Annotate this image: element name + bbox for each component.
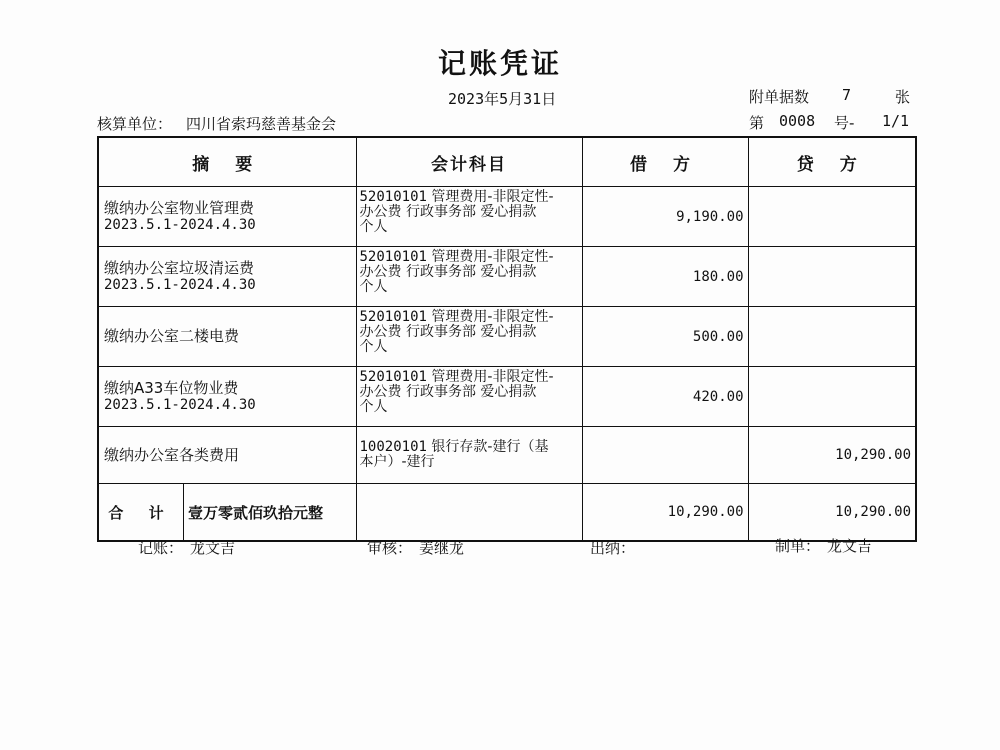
voucher-no-prefix: 第 — [749, 114, 765, 132]
voucher-date: 2023年5月31日 — [448, 90, 557, 108]
total-cell — [98, 484, 356, 542]
reviewer-label: 审核： — [367, 539, 413, 557]
entry-credit — [748, 367, 916, 427]
bookkeeper-name: 龙文吉 — [190, 539, 236, 557]
col-account-header: 会计科目 — [356, 137, 582, 187]
total-spacer — [356, 484, 582, 542]
entry-summary: 缴纳办公室物业管理费 2023.5.1-2024.4.30 — [98, 187, 356, 247]
total-amount-words: 壹万零贰佰玖拾元整 — [188, 503, 324, 522]
entry-summary: 缴纳办公室二楼电费 — [98, 307, 356, 367]
entry-summary: 缴纳办公室各类费用 — [98, 427, 356, 484]
attachments-count: 7 — [842, 86, 852, 104]
entry-summary: 缴纳A33车位物业费 2023.5.1-2024.4.30 — [98, 367, 356, 427]
reviewer-name: 姜继龙 — [419, 539, 465, 557]
entry-account: 52010101 管理费用-非限定性- 办公费 行政事务部 爱心捐款 个人 — [356, 367, 582, 427]
total-credit: 10,290.00 — [748, 484, 916, 542]
col-debit-header: 借 方 — [582, 137, 748, 187]
entry-debit: 500.00 — [582, 307, 748, 367]
voucher-title: 记账凭证 — [437, 47, 562, 80]
table-header-row — [98, 137, 916, 187]
cashier-label: 出纳： — [590, 539, 636, 557]
entry-debit: 420.00 — [582, 367, 748, 427]
entry-account: 52010101 管理费用-非限定性- 办公费 行政事务部 爱心捐款 个人 — [356, 307, 582, 367]
table-row — [98, 427, 916, 484]
entry-credit — [748, 187, 916, 247]
voucher-table — [97, 136, 917, 542]
total-row — [98, 484, 916, 542]
bookkeeper-label: 记账： — [138, 539, 184, 557]
org-name: 四川省索玛慈善基金会 — [186, 115, 337, 133]
table-row — [98, 307, 916, 367]
entry-credit — [748, 247, 916, 307]
attachments-unit: 张 — [895, 88, 911, 106]
entry-summary: 缴纳办公室垃圾清运费 2023.5.1-2024.4.30 — [98, 247, 356, 307]
table-row — [98, 247, 916, 307]
preparer-name: 龙文吉 — [827, 537, 873, 555]
total-debit: 10,290.00 — [582, 484, 748, 542]
total-label: 合 计 — [99, 484, 184, 540]
org-label: 核算单位： — [97, 115, 173, 133]
entry-account: 52010101 管理费用-非限定性- 办公费 行政事务部 爱心捐款 个人 — [356, 187, 582, 247]
voucher-no: 0008 — [779, 112, 816, 130]
table-row — [98, 367, 916, 427]
entry-debit: 180.00 — [582, 247, 748, 307]
entry-debit — [582, 427, 748, 484]
table-row — [98, 187, 916, 247]
entry-debit: 9,190.00 — [582, 187, 748, 247]
voucher-page-count: 1/1 — [882, 112, 910, 130]
voucher-no-suffix: 号- — [834, 114, 855, 132]
entry-account: 52010101 管理费用-非限定性- 办公费 行政事务部 爱心捐款 个人 — [356, 247, 582, 307]
col-summary-header: 摘 要 — [98, 137, 356, 187]
col-credit-header: 贷 方 — [748, 137, 916, 187]
attachments-label: 附单据数 — [749, 88, 810, 106]
entry-credit — [748, 307, 916, 367]
entry-credit: 10,290.00 — [748, 427, 916, 484]
preparer-label: 制单： — [775, 537, 821, 555]
entry-account: 10020101 银行存款-建行（基 本户）-建行 — [356, 427, 582, 484]
